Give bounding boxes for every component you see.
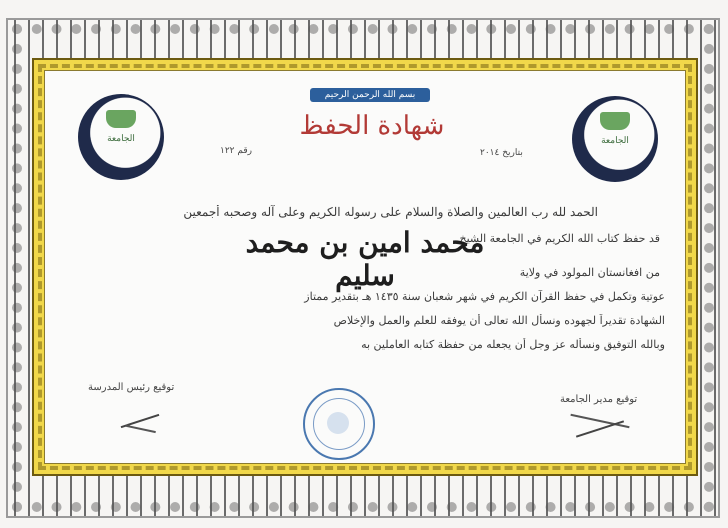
basmala-banner (310, 88, 430, 102)
right-crest-logo (572, 96, 658, 182)
line-4: عوتية وتكمل في حفظ القرآن الكريم في شهر شعبان سنة ١٤٣٥ هـ بتقدير ممتاز (304, 290, 665, 303)
certificate-date: بتاريخ ٢٠١٤ (480, 148, 523, 158)
certificate-title: شهادة الحفظ (299, 111, 445, 141)
left-crest-logo (78, 94, 164, 180)
line-3: من افغانستان المولود في ولاية (519, 266, 660, 279)
left-signature-label: توقيع رئيس المدرسة (88, 382, 175, 393)
crest-text-left: الجامعة (107, 134, 135, 144)
certificate-number: رقم ١٢٢ (220, 146, 253, 156)
right-signature-label: توقيع مدير الجامعة (560, 394, 638, 405)
opening-line: الحمد لله رب العالمين والصلاة والسلام على رسوله الكريم وعلى آله وصحبه أجمعين (183, 205, 598, 219)
banner-text: بسم الله الرحمن الرحيم (324, 90, 416, 100)
book-icon (106, 110, 136, 128)
official-seal (303, 388, 375, 460)
line-6: وبالله التوفيق ونسأله عز وجل أن يجعله من حفظة كتابه العاملين به (361, 338, 665, 351)
line-5: الشهادة تقديراً لجهوده ونسأل الله تعالى أن يوفقه للعلم والعمل والإخلاص (333, 314, 665, 327)
line-2: قد حفظ كتاب الله الكريم في الجامعة الشيخ (459, 232, 660, 245)
book-icon (600, 112, 630, 130)
recipient-name: محمد امين بن محمد سليم (245, 226, 485, 292)
crest-text-right: الجامعة (601, 136, 629, 146)
